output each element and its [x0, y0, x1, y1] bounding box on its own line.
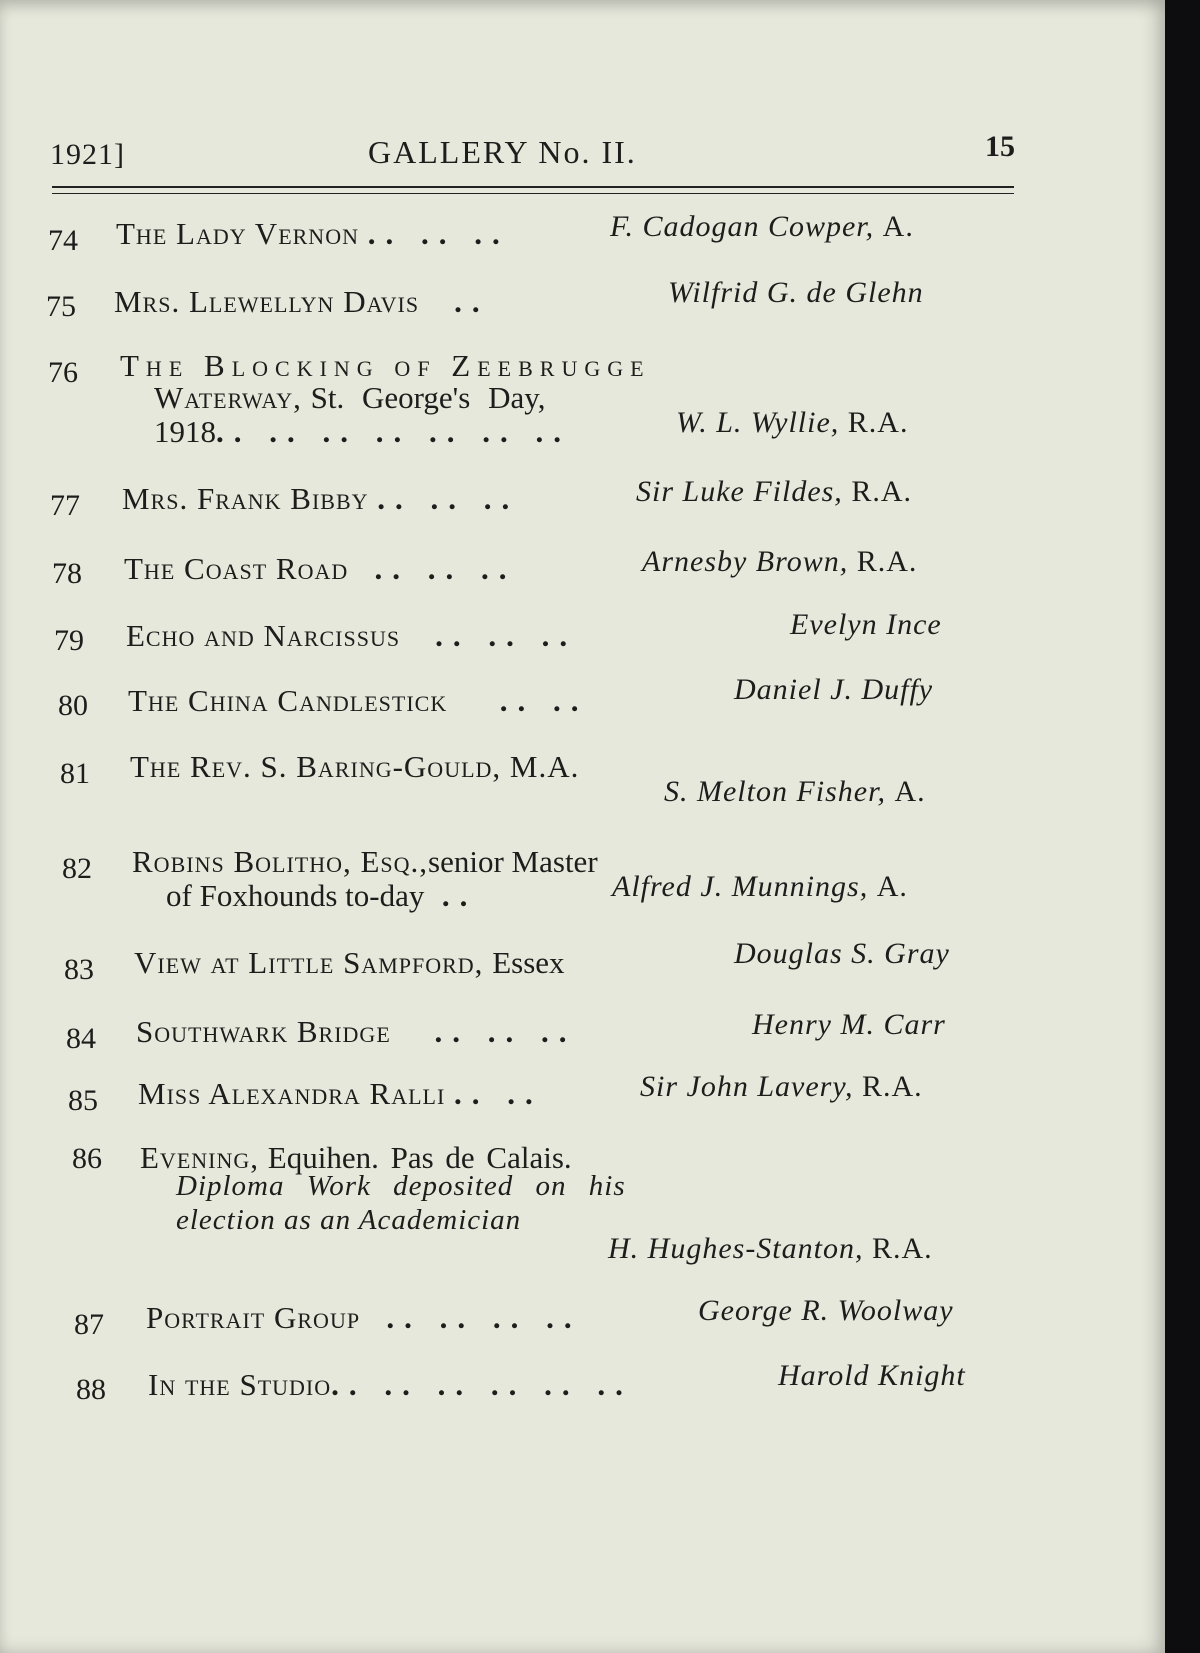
entry-title: Miss Alexandra Ralli .. ..: [138, 1076, 543, 1111]
entry-artist: Sir John Lavery, R.A.: [640, 1070, 923, 1103]
entry-artist: Sir Luke Fildes, R.A.: [636, 475, 912, 508]
entry-artist: Douglas S. Gray: [734, 937, 950, 970]
entry-title-line1: Robins Bolitho, Esq.,senior Master: [132, 844, 598, 879]
entry-number: 75: [46, 290, 76, 323]
page-number: 15: [985, 130, 1015, 163]
entry-number: 88: [76, 1373, 106, 1406]
entry-artist: Arnesby Brown, R.A.: [642, 545, 918, 578]
entry-number: 77: [50, 489, 80, 522]
entry-artist: S. Melton Fisher, A.: [664, 775, 926, 808]
entry-artist: Alfred J. Munnings, A.: [612, 870, 908, 903]
entry-number: 76: [48, 356, 78, 389]
entry-number: 82: [62, 852, 92, 885]
entry-number: 86: [72, 1142, 102, 1175]
header-title: GALLERY No. II.: [368, 134, 637, 170]
entry-artist: Harold Knight: [778, 1359, 966, 1392]
entry-artist: Henry M. Carr: [752, 1008, 946, 1041]
entry-number: 74: [48, 224, 78, 257]
entry-title-line3: 1918.. .. .. .. .. .. ..: [154, 414, 571, 449]
entry-artist: Evelyn Ince: [790, 608, 942, 641]
entry-number: 80: [58, 689, 88, 722]
entry-artist: W. L. Wyllie, R.A.: [676, 406, 909, 439]
entry-artist: F. Cadogan Cowper, A.: [610, 210, 914, 243]
entry-title: Portrait Group .. .. .. ..: [146, 1300, 582, 1335]
entry-note-line1: Diploma Work deposited on his: [176, 1170, 626, 1202]
entry-artist: Wilfrid G. de Glehn: [668, 276, 924, 309]
entry-title: Southwark Bridge .. .. ..: [136, 1014, 577, 1049]
entry-number: 85: [68, 1084, 98, 1117]
entry-artist: Daniel J. Duffy: [734, 673, 934, 706]
entry-number: 87: [74, 1308, 104, 1341]
entry-title: The Rev. S. Baring-Gould, M.A.: [130, 749, 580, 784]
page-header: [50, 128, 1015, 178]
entry-title: Mrs. Frank Bibby .. .. ..: [122, 481, 520, 516]
entry-artist: George R. Woolway: [698, 1294, 954, 1327]
entry-title: The Lady Vernon .. .. ..: [116, 216, 510, 251]
entry-artist: H. Hughes-Stanton, R.A.: [608, 1232, 933, 1265]
entry-title: In the Studio.. .. .. .. .. ..: [148, 1367, 633, 1402]
entry-title-line1: The Blocking of Zeebrugge: [120, 348, 651, 383]
header-rule-thin: [52, 193, 1014, 194]
entry-title-line2: Waterway, St. George's Day,: [154, 380, 546, 415]
entry-number: 84: [66, 1022, 96, 1055]
entry-title-line2: of Foxhounds to-day ..: [166, 878, 478, 913]
entry-title: View at Little Sampford, Essex: [134, 945, 565, 980]
entry-title: Echo and Narcissus .. .. ..: [126, 618, 578, 653]
entry-title: The China Candlestick .. ..: [128, 683, 589, 718]
header-rule: [52, 186, 1014, 188]
entry-number: 78: [52, 557, 82, 590]
entry-number: 79: [54, 624, 84, 657]
entry-title: The Coast Road .. .. ..: [124, 551, 517, 586]
entry-title: Mrs. Llewellyn Davis ..: [114, 284, 490, 319]
entry-title: Evening, Equihen. Pas de Calais.: [140, 1140, 572, 1175]
entry-number: 81: [60, 757, 90, 790]
entry-note-line2: election as an Academician: [176, 1204, 522, 1236]
header-year: 1921]: [50, 138, 125, 171]
entry-number: 83: [64, 953, 94, 986]
